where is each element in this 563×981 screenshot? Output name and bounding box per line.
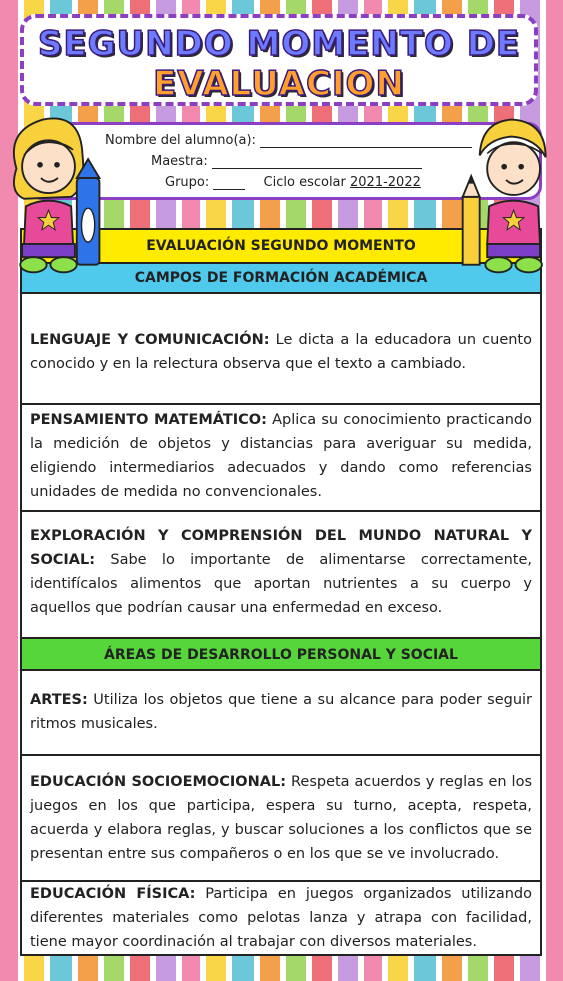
section-heading: ARTES: <box>30 692 88 708</box>
personal-areas-band: ÁREAS DE DESARROLLO PERSONAL Y SOCIAL <box>22 637 540 671</box>
academic-fields-band: CAMPOS DE FORMACIÓN ACADÉMICA <box>22 264 540 294</box>
teacher-label: Maestra: <box>151 154 208 169</box>
divider <box>22 510 540 512</box>
student-name-label: Nombre del alumno(a): <box>105 133 256 148</box>
girl-with-crayon-illustration <box>2 112 112 277</box>
section-language <box>22 328 540 376</box>
title-line-2: EVALUACION <box>153 64 405 104</box>
group-label: Grupo: <box>165 175 210 190</box>
section-text: Participa en juegos organizados utilizando diferentes materiales como pelotas lanza y atrapa con facilidad, tiene mayor coordinación al trabajar con diversos materiales. <box>30 886 533 950</box>
section-text: Sabe lo importante de alimentarse correctamente, identifícalos alimentos que aportan nutrientes a su cuerpo y aquellos que podrían causar una enfermedad en exceso. <box>30 552 533 616</box>
title-line-1: SEGUNDO MOMENTO DE <box>37 24 521 64</box>
student-name-field[interactable] <box>260 133 472 148</box>
section-heading: EXPLORACIÓN Y COMPRENSIÓN DEL MUNDO NATURAL Y SOCIAL: <box>30 528 532 568</box>
section-heading: LENGUAJE Y COMUNICACIÓN: <box>30 332 270 348</box>
section-text: Utiliza los objetos que tiene a su alcance para poder seguir ritmos musicales. <box>30 692 532 732</box>
title-banner <box>20 14 538 106</box>
section-arts <box>22 688 540 736</box>
section-text: Aplica su conocimiento practicando la medición de objetos y distancias para averiguar su medida, eligiendo intermediarios adecuados y dando como referencias unidades de medida no convencionales. <box>30 412 532 500</box>
group-field[interactable] <box>213 175 245 190</box>
section-exploration <box>22 524 540 620</box>
school-year-label: Ciclo escolar <box>263 175 346 190</box>
evaluation-band: EVALUACIÓN SEGUNDO MOMENTO <box>22 230 540 264</box>
teacher-row <box>151 154 422 169</box>
teacher-field[interactable] <box>212 154 422 169</box>
divider <box>22 403 540 405</box>
section-math <box>22 408 540 504</box>
section-text: Respeta acuerdos y reglas en los juegos en los que participa, espera su turno, acepta, respeta, acuerda y elabora reglas, y buscar soluciones a los conflictos que se presentan entre sus compañeros o en los que se ve involucrado. <box>30 774 532 862</box>
boy-with-pencil-illustration <box>452 112 562 277</box>
group-row <box>165 175 421 190</box>
section-heading: EDUCACIÓN SOCIOEMOCIONAL: <box>30 774 287 790</box>
evaluation-document <box>20 228 542 956</box>
section-text: Le dicta a la educadora un cuento conocido y en la relectura observa que el texto a cambiado. <box>30 332 532 372</box>
student-name-row <box>105 133 472 148</box>
section-heading: EDUCACIÓN FÍSICA: <box>30 886 196 902</box>
section-socioemotional <box>22 770 540 866</box>
divider <box>22 754 540 756</box>
section-physical-education <box>22 882 540 954</box>
section-heading: PENSAMIENTO MATEMÁTICO: <box>30 412 267 428</box>
school-year-value: 2021-2022 <box>350 175 421 190</box>
